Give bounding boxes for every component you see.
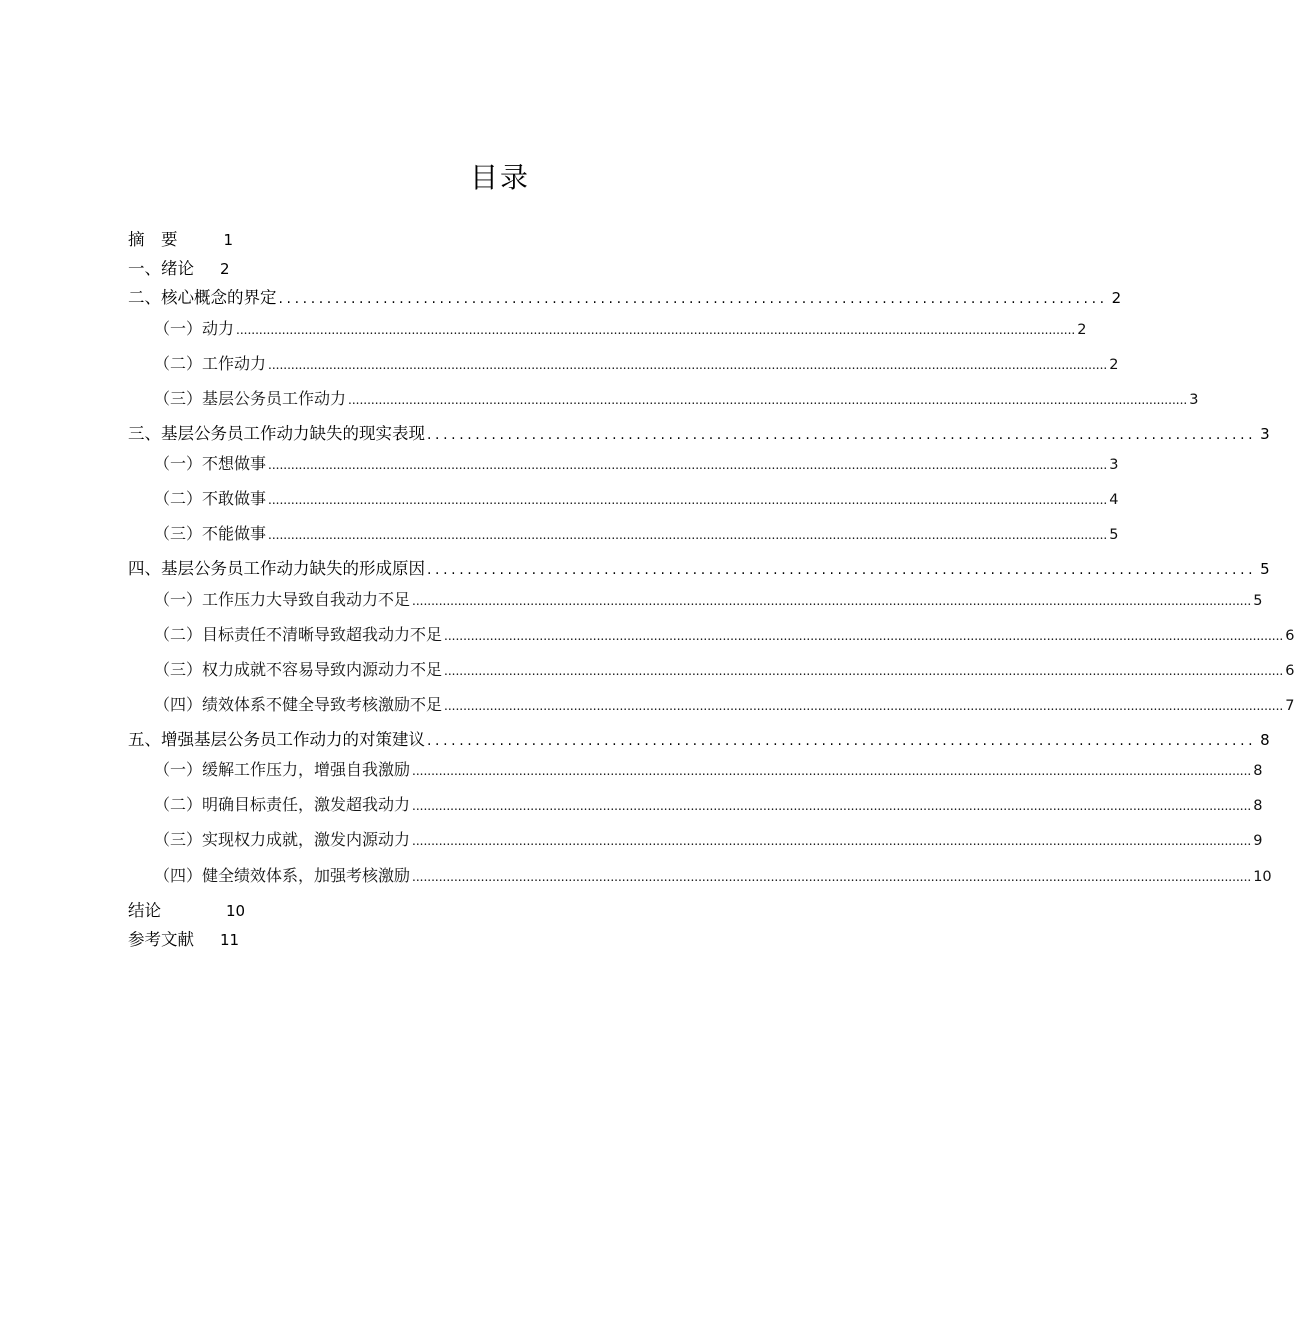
toc-leader-dots: .......................................................................................................	[427, 427, 1257, 443]
toc-entry-label: 二、核心概念的界定	[128, 288, 277, 307]
toc-entry-page: 5	[1253, 593, 1263, 609]
toc-entry-label: （一）缓解工作压力，增强自我激励	[154, 760, 411, 779]
toc-entry-references[interactable]	[128, 926, 239, 950]
toc-leader-dots: ............................................................................................................................................................................................................................	[444, 664, 1284, 678]
toc-leader-dots: ............................................................................................................................................................................................................................	[412, 870, 1252, 884]
toc-leader-dots: ............................................................................................................................................................................................................................	[236, 323, 1076, 337]
toc-entry-label: 五、增强基层公务员工作动力的对策建议	[128, 730, 425, 749]
toc-entry-section-5-3[interactable]	[154, 827, 1263, 850]
toc-entry-intro[interactable]	[128, 255, 230, 279]
toc-entry-page: 7	[1285, 698, 1294, 714]
toc-leader-dots: ............................................................................................................................................................................................................................	[268, 458, 1108, 472]
toc-leader-dots: .......................................................................................................	[278, 291, 1108, 307]
toc-entry-page: 4	[1109, 492, 1119, 508]
page-title: 目录	[469, 161, 530, 194]
toc-leader-dots: ............................................................................................................................................................................................................................	[268, 528, 1108, 542]
toc-entry-section-3-1[interactable]	[154, 451, 1119, 474]
toc-entry-label: 一、绪论	[128, 259, 194, 278]
toc-entry-label: 结论	[128, 901, 161, 920]
toc-entry-section-4-1[interactable]	[154, 587, 1263, 610]
toc-leader-dots: ............................................................................................................................................................................................................................	[412, 764, 1252, 778]
toc-entry-section-3-2[interactable]	[154, 486, 1119, 509]
toc-entry-page: 8	[1253, 798, 1263, 814]
toc-leader-dots: .......................................................................................................	[427, 733, 1257, 749]
toc-entry-label: 参考文献	[128, 930, 194, 949]
toc-entry-section-2-2[interactable]	[154, 351, 1119, 374]
toc-entry-section-4-2[interactable]	[154, 622, 1294, 645]
toc-entry-page: 6	[1285, 628, 1294, 644]
toc-entry-abstract[interactable]	[128, 226, 233, 250]
toc-entry-label: （三）权力成就不容易导致内源动力不足	[154, 660, 443, 679]
toc-entry-page: 1	[223, 231, 234, 249]
toc-entry-page: 10	[226, 902, 246, 920]
toc-entry-label: 三、基层公务员工作动力缺失的现实表现	[128, 424, 425, 443]
toc-entry-section-3-3[interactable]	[154, 521, 1119, 544]
toc-entry-page: 8	[1253, 763, 1263, 779]
toc-entry-section-5[interactable]	[128, 726, 1270, 750]
toc-entry-label: （二）不敢做事	[154, 489, 267, 508]
toc-entry-section-5-4[interactable]	[154, 863, 1272, 886]
toc-entry-page: 2	[1077, 322, 1087, 338]
toc-entry-page: 11	[220, 931, 240, 949]
toc-entry-conclusion[interactable]	[128, 897, 245, 921]
toc-entry-label: （二）工作动力	[154, 354, 267, 373]
toc-entry-label: （一）工作压力大导致自我动力不足	[154, 590, 411, 609]
toc-entry-label: （三）不能做事	[154, 524, 267, 543]
toc-leader-dots: ............................................................................................................................................................................................................................	[444, 699, 1284, 713]
toc-entry-section-4-3[interactable]	[154, 657, 1294, 680]
toc-entry-label: （一）不想做事	[154, 454, 267, 473]
toc-entry-page: 2	[220, 260, 230, 278]
toc-leader-dots: ............................................................................................................................................................................................................................	[412, 799, 1252, 813]
toc-entry-section-5-1[interactable]	[154, 757, 1263, 780]
toc-entry-label: 四、基层公务员工作动力缺失的形成原因	[128, 559, 425, 578]
toc-entry-label: （一）动力	[154, 319, 235, 338]
toc-entry-page: 9	[1253, 833, 1263, 849]
toc-leader-dots: ............................................................................................................................................................................................................................	[412, 834, 1252, 848]
toc-entry-label: （三）基层公务员工作动力	[154, 389, 347, 408]
toc-entry-label: （二）明确目标责任，激发超我动力	[154, 795, 411, 814]
toc-entry-label: （四）健全绩效体系，加强考核激励	[154, 866, 411, 885]
toc-entry-page: 10	[1253, 869, 1272, 885]
toc-entry-section-4-4[interactable]	[154, 692, 1294, 715]
toc-entry-page: 5	[1109, 527, 1119, 543]
toc-entry-page: 3	[1260, 425, 1270, 443]
toc-entry-section-2-3[interactable]	[154, 386, 1199, 409]
toc-entry-section-5-2[interactable]	[154, 792, 1263, 815]
toc-entry-section-2-1[interactable]	[154, 316, 1087, 339]
toc-leader-dots: ............................................................................................................................................................................................................................	[412, 594, 1252, 608]
toc-entry-section-4[interactable]	[128, 555, 1270, 579]
toc-entry-label: （四）绩效体系不健全导致考核激励不足	[154, 695, 443, 714]
toc-entry-page: 2	[1111, 289, 1122, 307]
toc-leader-dots: ............................................................................................................................................................................................................................	[268, 358, 1108, 372]
toc-entry-label: 摘 要	[128, 230, 178, 249]
toc-entry-section-3[interactable]	[128, 420, 1270, 444]
toc-leader-dots: ............................................................................................................................................................................................................................	[268, 493, 1108, 507]
toc-entry-page: 2	[1109, 357, 1119, 373]
toc-entry-section-2[interactable]	[128, 284, 1122, 308]
toc-entry-page: 3	[1189, 392, 1199, 408]
toc-entry-page: 6	[1285, 663, 1294, 679]
toc-entry-page: 5	[1260, 560, 1270, 578]
toc-entry-label: （三）实现权力成就，激发内源动力	[154, 830, 411, 849]
toc-leader-dots: ............................................................................................................................................................................................................................	[348, 393, 1188, 407]
toc-entry-label: （二）目标责任不清晰导致超我动力不足	[154, 625, 443, 644]
toc-leader-dots: ............................................................................................................................................................................................................................	[444, 629, 1284, 643]
toc-entry-page: 8	[1260, 731, 1270, 749]
toc-entry-page: 3	[1109, 457, 1119, 473]
toc-leader-dots: .......................................................................................................	[427, 562, 1257, 578]
